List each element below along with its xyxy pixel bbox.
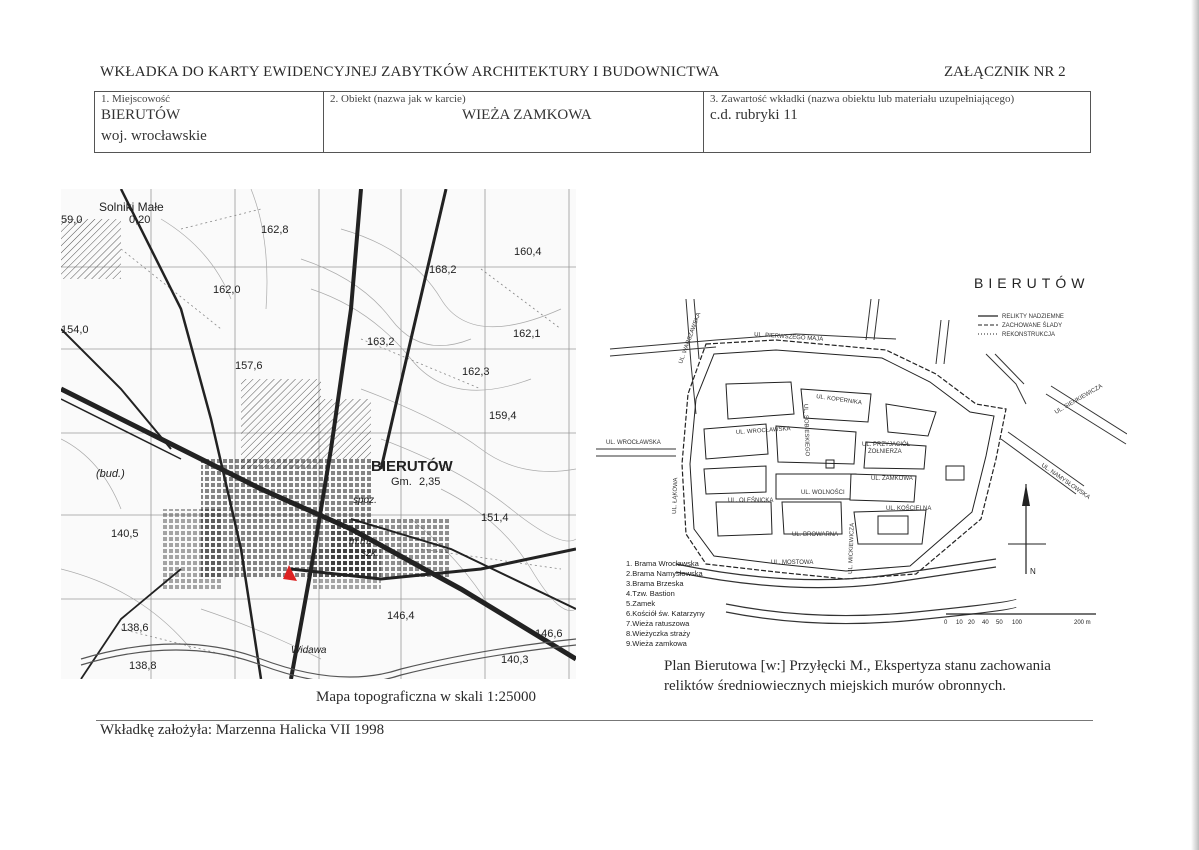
elevation-label: 146,6 [535, 628, 563, 640]
street-label: UL. WOLNOŚCI [801, 490, 845, 496]
street-label: UL. SIENKIEWICZA [1054, 383, 1104, 416]
field-voivodeship-value: woj. wrocławskie [101, 128, 207, 144]
elevation-label: 160,4 [514, 246, 542, 258]
street-label: UL. WROCŁAWSKA [606, 440, 661, 446]
plan-key-item: 3.Brama Brzeska [626, 579, 684, 588]
map-abbreviation: m.m. [349, 536, 372, 547]
plan-key-item: 7.Wieża ratuszowa [626, 619, 690, 628]
street-label: ŻOŁNIERZA [868, 449, 902, 455]
plan-key-item: 6.Kościół św. Katarzyny [626, 609, 705, 618]
scale-label: 40 [982, 620, 989, 626]
street-label: UL. PIERWSZEGO MAJA [753, 332, 824, 343]
field-content-value: c.d. rubryki 11 [710, 107, 798, 123]
plan-key-item: 2.Brama Namysłowska [626, 569, 703, 578]
city-plan-caption-line1: Plan Bierutowa [w:] Przyłęcki M., Ekspertyza stanu zachowania [664, 658, 1051, 674]
city-plan [596, 244, 1127, 672]
street-label: UL. NAMYSŁOWSKA [1039, 462, 1091, 501]
form-table [94, 91, 1091, 153]
topographic-map [61, 189, 576, 679]
elevation-label: 162,1 [513, 328, 541, 340]
street-label: UL. MOSTOWA [771, 560, 814, 566]
legend-reconstruction: REKONSTRUKCJA [1002, 332, 1056, 338]
map-abbreviation: spoz. [353, 495, 377, 506]
street-label: UL. OLEŚNICKA [728, 498, 774, 504]
scale-label: 10 [956, 620, 963, 626]
street-label: UL. KOŚCIELNA [886, 506, 932, 512]
field-object [324, 92, 704, 152]
city-plan-graphic [596, 244, 1127, 672]
elevation-label: 140,5 [111, 528, 139, 540]
scale-label: 0 [944, 620, 948, 626]
elevation-label: 0,20 [129, 214, 151, 226]
town-label: BIERUTÓW [371, 458, 453, 475]
elevation-label: 162,8 [261, 224, 289, 236]
field-content-label: 3. Zawartość wkładki (nazwa obiektu lub materiału uzupełniającego) [710, 93, 1015, 105]
plan-key-item: 8.Wieżyczka straży [626, 629, 691, 638]
annex-number: ZAŁĄCZNIK NR 2 [944, 64, 1066, 80]
elevation-label: 163,2 [367, 336, 395, 348]
elevation-label: 140,3 [501, 654, 529, 666]
topographic-map-graphic [61, 189, 576, 679]
elevation-label: 138,6 [121, 622, 149, 634]
scale-label: 100 [1012, 620, 1023, 626]
topographic-map-caption: Mapa topograficzna w skali 1:25000 [316, 689, 536, 705]
footer-author: Wkładkę założyła: Marzenna Halicka VII 1998 [100, 722, 385, 738]
legend-traces: ZACHOWANE ŚLADY [1002, 323, 1063, 329]
legend-relics: RELIKTY NADZIEMNE [1002, 314, 1064, 320]
scale-label: 20 [968, 620, 975, 626]
elevation-label: 157,6 [235, 360, 263, 372]
elevation-label: 59,0 [61, 214, 83, 226]
elevation-label: 154,0 [61, 324, 89, 336]
elevation-label: 138,8 [129, 660, 157, 672]
elevation-label: 2,35 [419, 476, 441, 488]
field-locality-label: 1. Miejscowość [101, 93, 171, 105]
elevation-label: 159,4 [489, 410, 517, 422]
elevation-label: 146,4 [387, 610, 415, 622]
river-label: Widawa [291, 645, 327, 656]
gmina-label: Gm. [391, 476, 412, 488]
elevation-label: 162,3 [462, 366, 490, 378]
footer-divider [96, 720, 1093, 721]
street-label: UL. BROWARNA [792, 532, 839, 538]
scale-label: 50 [996, 620, 1003, 626]
elevation-label: 162,0 [213, 284, 241, 296]
north-label: N [1030, 567, 1036, 576]
field-object-value: WIEŻA ZAMKOWA [462, 107, 592, 123]
field-object-label: 2. Obiekt (nazwa jak w karcie) [330, 93, 466, 105]
field-locality-value: BIERUTÓW [101, 107, 181, 123]
building-note: (bud.) [96, 468, 125, 480]
street-label: UL. MICKIEWICZA [848, 522, 856, 575]
plan-key-item: 9.Wieża zamkowa [626, 639, 687, 648]
street-label: UL. SOBIESKIEGO [802, 403, 810, 457]
elevation-label: 168,2 [429, 264, 457, 276]
city-plan-caption [656, 652, 1126, 706]
plan-title: BIERUTÓW [974, 275, 1090, 291]
plan-key-item: 1. Brama Wrocławska [626, 559, 699, 568]
document-title: WKŁADKA DO KARTY EWIDENCYJNEJ ZABYTKÓW ARCHITEKTURY I BUDOWNICTWA [100, 64, 720, 80]
street-label: UL. WARSZAWSKA [678, 311, 703, 365]
elevation-label: 151,4 [481, 512, 509, 524]
street-label: UL. WROCŁAWSKA [735, 426, 791, 436]
scan-edge-shadow [1191, 0, 1199, 850]
street-label: UL. KOPERNIKA [815, 394, 863, 407]
street-label: UL. ZAMKOWA [871, 476, 913, 482]
field-content [704, 92, 1090, 152]
street-label: UL. PRZYJACIÓŁ [862, 442, 911, 448]
plan-key-item: 5.Zamek [626, 599, 656, 608]
street-label: UL. ŁĄKOWA [672, 477, 680, 515]
village-label-solniki: Solniki Małe [99, 200, 164, 214]
plan-key-item: 4.Tzw. Bastion [626, 589, 675, 598]
map-abbreviation: szk. [361, 548, 379, 559]
field-locality [95, 92, 324, 152]
city-plan-caption-line2: reliktów średniowiecznych miejskich murów obronnych. [664, 678, 1006, 694]
scale-label: 200 m [1074, 620, 1091, 626]
